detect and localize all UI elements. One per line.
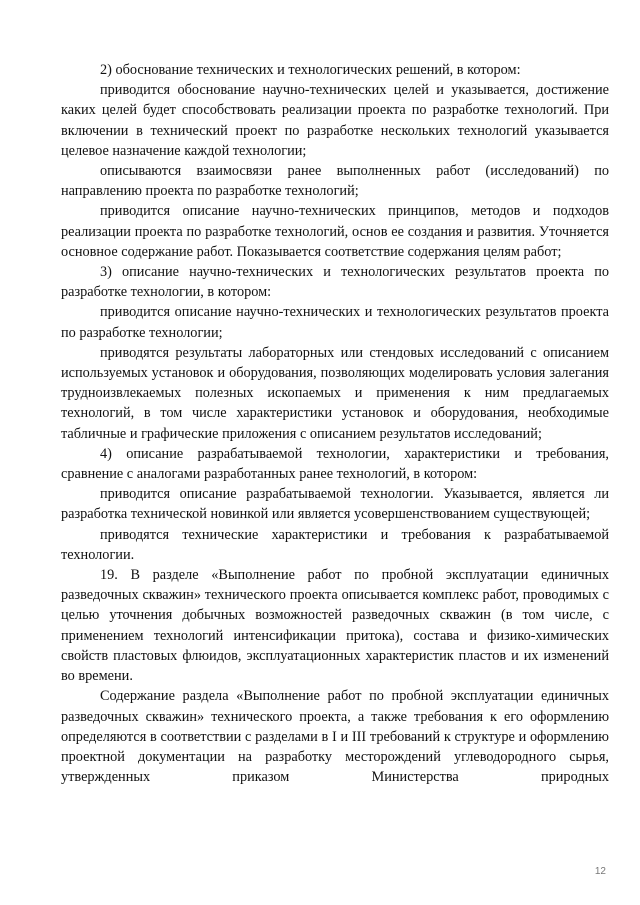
paragraph: Содержание раздела «Выполнение работ по пробной эксплуатации единичных разведочных скважин» технического проекта, а также требования к его оформлению определяются в соответствии с разделами в I и III требований к структуре и оформлению проектной документации на разработку месторождений углеводородного сырья, утвержденных приказом Министерства природных [61, 688, 609, 786]
paragraph: 3) описание научно-технических и технологических результатов проекта по разработке технологии, в котором: [61, 264, 609, 301]
paragraph: приводится обоснование научно-технических целей и указывается, достижение каких целей будет способствовать реализации проекта по разработке технологий. При включении в технический проект по разработке нескольких технологий указывается целевое назначение каждой технологии; [61, 82, 609, 159]
paragraph: приводится описание научно-технических принципов, методов и подходов реализации проекта по разработке технологий, основ ее создания и развития. Уточняется основное содержание работ. Показывается соответствие содержания целям работ; [61, 203, 609, 260]
paragraph: 19. В разделе «Выполнение работ по пробной эксплуатации единичных разведочных скважин» технического проекта описывается комплекс работ, проводимых с целью уточнения добычных возможностей разведочных скважин (в том числе, с применением технологий интенсификации притока), состава и физико-химических свойств пластовых флюидов, эксплуатационных характеристик пластов и их изменений во времени. [61, 567, 609, 685]
document-body [61, 60, 609, 787]
paragraph: приводится описание разрабатываемой технологии. Указывается, является ли разработка технической новинкой или является усовершенствованием существующей; [61, 486, 609, 523]
paragraph: 2) обоснование технических и технологических решений, в котором: [100, 62, 521, 78]
paragraph: приводятся результаты лабораторных или стендовых исследований с описанием используемых установок и оборудования, позволяющих моделировать условия залегания трудноизвлекаемых полезных ископаемых и применения к ним предлагаемых технологий, в том числе характеристики установок и оборудования, необходимые табличные и графические приложения с описанием результатов исследований; [61, 344, 609, 442]
paragraph: приводятся технические характеристики и требования к разрабатываемой технологии. [61, 526, 609, 563]
paragraph: 4) описание разрабатываемой технологии, характеристики и требования, сравнение с аналогами разработанных ранее технологий, в котором: [61, 445, 609, 483]
paragraph: приводится описание научно-технических и технологических результатов проекта по разработке технологии; [61, 304, 609, 341]
page-number: 12 [594, 866, 606, 877]
paragraph: описываются взаимосвязи ранее выполненных работ (исследований) по направлению проекта по разработке технологий; [61, 163, 609, 200]
